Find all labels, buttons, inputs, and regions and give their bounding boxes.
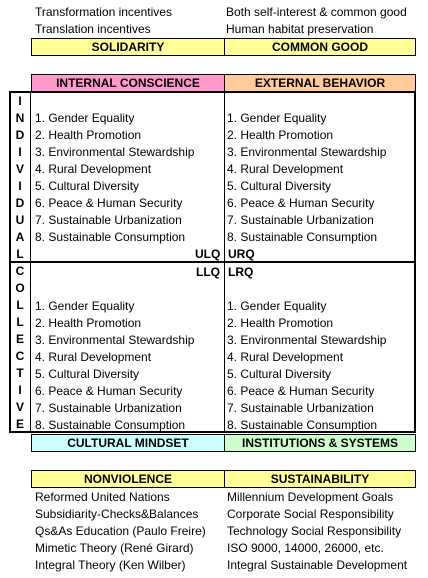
list-item: Qs&As Education (Paulo Freire): [35, 524, 206, 538]
list-item: ISO 9000, 14000, 26000, etc.: [227, 541, 384, 555]
side-letter: V: [15, 400, 24, 414]
internal-conscience-header: INTERNAL CONSCIENCE: [31, 74, 225, 92]
side-letter: D: [15, 196, 25, 210]
list-item: Integral Theory (Ken Wilber): [35, 558, 186, 572]
list-item: Subsidiarity-Checks&Balances: [35, 507, 199, 521]
list-item: 5. Cultural Diversity: [227, 367, 332, 381]
list-item: 4. Rural Development: [227, 162, 344, 176]
list-item: 7. Sustainable Urbanization: [35, 213, 182, 227]
institutions-systems-footer: INSTITUTIONS & SYSTEMS: [224, 434, 416, 452]
list-item: Integral Sustainable Development: [227, 558, 408, 572]
side-letter: T: [16, 366, 24, 380]
list-item: Reformed United Nations: [35, 490, 170, 504]
list-item: 2. Health Promotion: [227, 316, 334, 330]
list-item: 5. Cultural Diversity: [35, 367, 140, 381]
side-label-collective: [11, 263, 29, 433]
sustainability-list: [227, 489, 407, 574]
side-letter: V: [15, 162, 24, 176]
top-left-line-1: Transformation incentives: [35, 5, 172, 19]
list-item: Technology Social Responsibility: [227, 524, 402, 538]
list-item: Mimetic Theory (René Girard): [35, 541, 194, 555]
list-item: 5. Cultural Diversity: [35, 179, 140, 193]
side-letter: I: [18, 179, 22, 193]
list-item: 8. Sustainable Consumption: [35, 418, 186, 432]
list-item: 2. Health Promotion: [35, 128, 142, 142]
lower-right-quadrant-list: [227, 298, 386, 434]
list-item: 2. Health Promotion: [35, 316, 142, 330]
nonviolence-label: NONVIOLENCE: [31, 470, 225, 488]
list-item: 6. Peace & Human Security: [35, 384, 183, 398]
list-item: 1. Gender Equality: [227, 299, 327, 313]
horizontal-divider: [9, 261, 416, 263]
list-item: 8. Sustainable Consumption: [227, 230, 378, 244]
side-letter: I: [18, 94, 22, 108]
list-item: 3. Environmental Stewardship: [35, 145, 195, 159]
urq-label: URQ: [228, 247, 255, 261]
list-item: 6. Peace & Human Security: [227, 384, 375, 398]
side-letter: I: [18, 145, 22, 159]
nonviolence-list: [35, 489, 206, 574]
list-item: 7. Sustainable Urbanization: [227, 401, 374, 415]
side-letter: D: [15, 128, 25, 142]
top-left-line-2: Translation incentives: [35, 22, 151, 36]
side-letter: O: [15, 281, 25, 295]
list-item: 6. Peace & Human Security: [227, 196, 375, 210]
list-item: 2. Health Promotion: [227, 128, 334, 142]
sustainability-label: SUSTAINABILITY: [224, 470, 416, 488]
external-behavior-header: EXTERNAL BEHAVIOR: [224, 74, 416, 92]
list-item: Corporate Social Responsibility: [227, 507, 394, 521]
side-letter: A: [15, 230, 25, 244]
list-item: 4. Rural Development: [35, 350, 152, 364]
side-letter: C: [15, 264, 25, 278]
list-item: 1. Gender Equality: [35, 299, 135, 313]
upper-right-quadrant-list: [227, 110, 386, 246]
list-item: 5. Cultural Diversity: [227, 179, 332, 193]
list-item: 3. Environmental Stewardship: [227, 333, 387, 347]
list-item: 4. Rural Development: [35, 162, 152, 176]
list-item: Millennium Development Goals: [227, 490, 394, 504]
side-letter: C: [15, 349, 25, 363]
list-item: 7. Sustainable Urbanization: [35, 401, 182, 415]
side-letter: I: [18, 383, 22, 397]
common-good-label: COMMON GOOD: [224, 38, 416, 56]
side-letter: L: [16, 247, 24, 261]
upper-left-quadrant-list: [35, 110, 194, 246]
lrq-label: LRQ: [228, 265, 254, 279]
list-item: 3. Environmental Stewardship: [35, 333, 195, 347]
side-letter: L: [16, 315, 24, 329]
list-item: 8. Sustainable Consumption: [35, 230, 186, 244]
llq-label: LLQ: [196, 265, 220, 279]
list-item: 6. Peace & Human Security: [35, 196, 183, 210]
list-item: 1. Gender Equality: [35, 111, 135, 125]
top-section: [0, 0, 428, 60]
side-letter: U: [15, 213, 25, 227]
side-letter: E: [15, 332, 24, 346]
top-right-line-2: Human habitat preservation: [226, 22, 374, 36]
list-item: 3. Environmental Stewardship: [227, 145, 387, 159]
top-right-line-1: Both self-interest & common good: [226, 5, 407, 19]
ulq-label: ULQ: [195, 247, 221, 261]
cultural-mindset-footer: CULTURAL MINDSET: [31, 434, 225, 452]
solidarity-label: SOLIDARITY: [31, 38, 225, 56]
lower-left-quadrant-list: [35, 298, 194, 434]
list-item: 8. Sustainable Consumption: [227, 418, 378, 432]
side-letter: N: [15, 111, 25, 125]
list-item: 7. Sustainable Urbanization: [227, 213, 374, 227]
side-letter: L: [16, 298, 24, 312]
list-item: 4. Rural Development: [227, 350, 344, 364]
list-item: 1. Gender Equality: [227, 111, 327, 125]
side-label-individual: [11, 93, 29, 263]
side-letter: E: [15, 417, 24, 431]
